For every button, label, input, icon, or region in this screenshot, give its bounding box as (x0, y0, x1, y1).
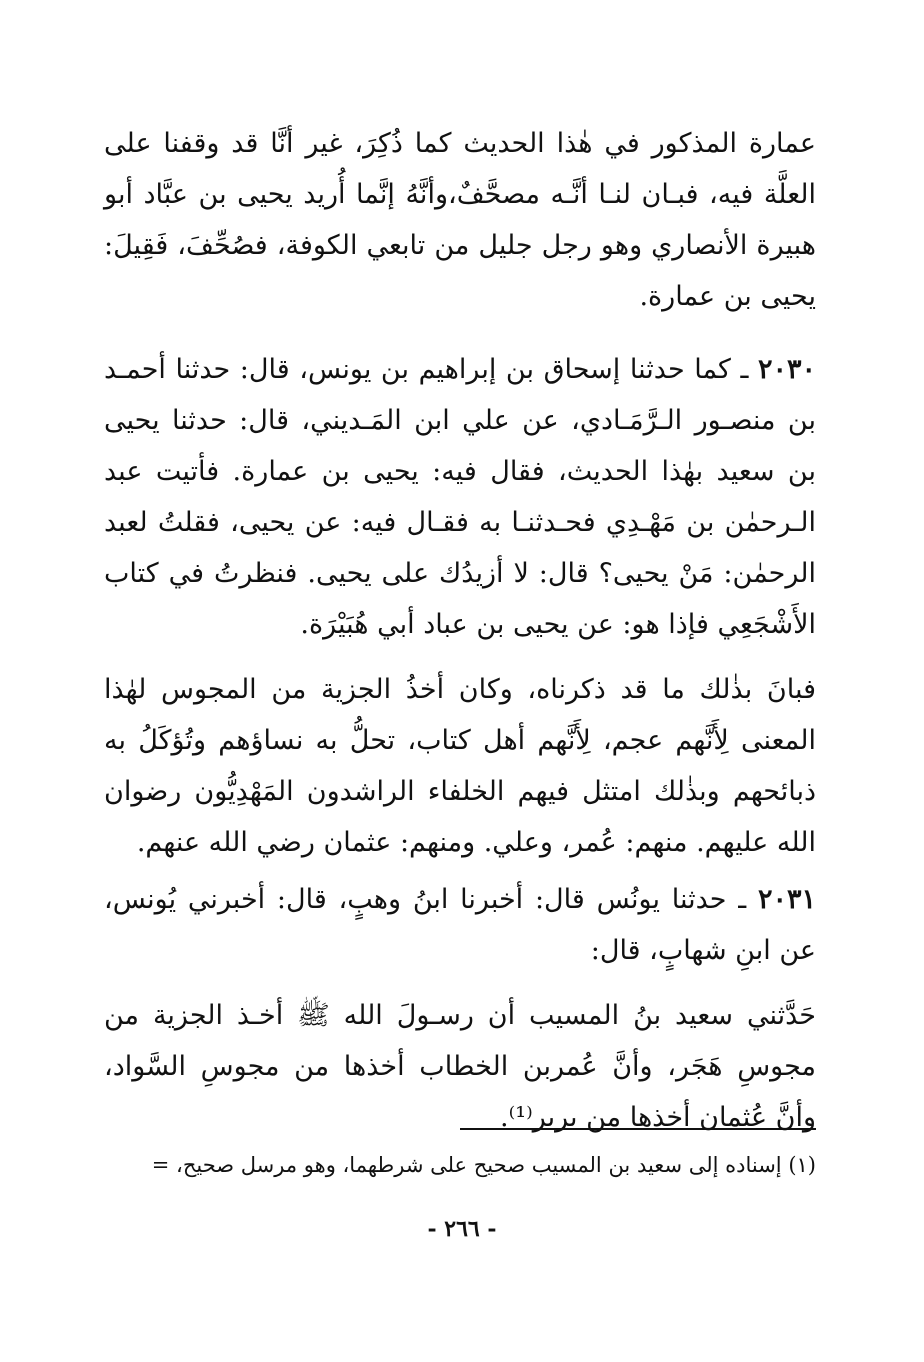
hadith-2031 (104, 874, 816, 976)
main-text (104, 118, 816, 1143)
paragraph-text: ـ حدثنا يونُس قال: أخبرنا ابنُ وهبٍ، قال: أخبرني يُونس، عن ابنِ شهابٍ، قال: (104, 884, 816, 966)
hadith-number: ٢٠٣٠ (757, 354, 816, 385)
paragraph-text: فبانَ بذٰلك ما قد ذكرناه، وكان أخذُ الجزية من المجوس لهٰذا المعنى لِأَنَّهم عجم، لِأَنَّهم أهل كتاب، تحلُّ به نساؤهم وتُؤكَلُ به ذبائحهم وبذٰلك امتثل فيهم الخلفاء الراشدون المَهْدِيُّون رضوان الله عليهم. منهم: عُمر، وعلي. ومنهم: عثمان رضي الله عنهم. (104, 674, 816, 858)
paragraph-text: ـ كما حدثنا إسحاق بن إبراهيم بن يونس، قال: حدثنا أحمـد بن منصـور الـرَّمَـادي، عن علي ابن المَـديني، قال: حدثنا يحيى بن سعيد بهٰذا الحديث، فقال فيه: يحيى بن عمارة. فأتيت عبد الـرحمٰن بن مَهْـدِي فحـدثنـا به فقـال فيه: عن يحيى، فقلتُ لعبد الرحمٰن: مَنْ يحيى؟ قال: لا أزيدُك على يحيى. فنظرتُ في كتاب الأَشْجَعِي فإذا هو: عن يحيى بن عباد أبي هُبَيْرَة. (104, 354, 816, 640)
hadith-number: ٢٠٣١ (757, 884, 816, 915)
paragraph-text: عمارة المذكور في هٰذا الحديث كما ذُكِرَ، غير أنَّا قد وقفنا على العلَّة فيه، فبـان لنـا أنَّـه مصحَّفٌ،وأنَّهُ إنَّما أُريد يحيى بن عبَّاد أبو هبيرة الأنصاري وهو رجل جليل من تابعي الكوفة، فصُحِّفَ، فَقِيلَ: يحيى بن عمارة. (104, 128, 816, 312)
footnote-divider (460, 1128, 816, 1130)
hadith-2030 (104, 344, 816, 650)
footnote: (١) إسناده إلى سعيد بن المسيب صحيح على شرطهما، وهو مرسل صحيح، = (151, 1153, 816, 1177)
paragraph-hadith-text (104, 990, 816, 1143)
page-number: - ٢٦٦ - (427, 1216, 497, 1242)
paragraph-text: حَدَّثني سعيد بنُ المسيب أن رسـولَ الله ﷺ أخـذ الجزية من مجوسِ هَجَر، وأنَّ عُمربن الخطاب أخذها من مجوسِ السَّواد، وأنَّ عُثمان أخذها من بربر⁽¹⁾. (104, 1000, 816, 1133)
paragraph-continuation (104, 118, 816, 322)
paragraph-commentary (104, 664, 816, 868)
